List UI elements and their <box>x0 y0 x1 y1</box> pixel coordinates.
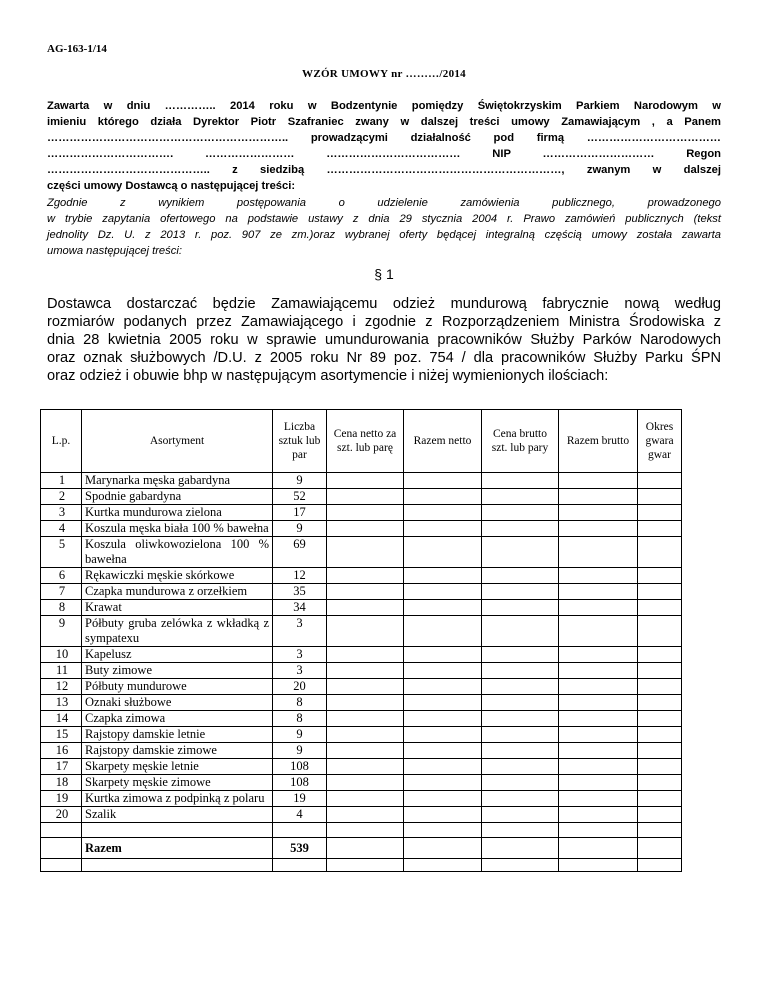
row-quantity: 52 <box>273 489 327 505</box>
table-row <box>41 647 682 663</box>
row-quantity: 12 <box>273 568 327 584</box>
intro-line: ……………………………. …………………… ……………………………… NIP ………………………… Regon <box>47 148 721 160</box>
row-lp: 16 <box>41 743 82 759</box>
row-warranty <box>638 521 682 537</box>
header-unit-gross-price: Cena brutto szt. lub pary <box>482 410 559 473</box>
contract-parties-paragraph <box>47 98 721 194</box>
row-unit-net-price <box>327 727 404 743</box>
header-total-net: Razem netto <box>404 410 482 473</box>
row-unit-gross-price <box>482 791 559 807</box>
row-total-net <box>404 568 482 584</box>
row-lp: 12 <box>41 679 82 695</box>
table-row <box>41 759 682 775</box>
total-unit-net-cell <box>327 838 404 859</box>
table-row <box>41 791 682 807</box>
table-row <box>41 807 682 823</box>
table-row <box>41 695 682 711</box>
row-total-gross <box>559 743 638 759</box>
table-row <box>41 600 682 616</box>
intro-line: …………………………………….. z siedzibą ………………………………………………………, zwanym w dalszej <box>47 164 721 176</box>
paragraph-line: Dostawca dostarczać będzie Zamawiającemu odzież mundurową fabrycznie nową według <box>47 296 721 312</box>
row-warranty <box>638 711 682 727</box>
table-row <box>41 679 682 695</box>
table-row <box>41 489 682 505</box>
row-lp: 18 <box>41 775 82 791</box>
row-lp: 14 <box>41 711 82 727</box>
row-unit-net-price <box>327 679 404 695</box>
row-assortment: Kurtka zimowa z podpinką z polaru <box>82 791 273 807</box>
legal-basis-line: Zgodnie z wynikiem postępowania o udzielenie zamówienia publicznego, prowadzonego <box>47 197 721 209</box>
row-quantity: 34 <box>273 600 327 616</box>
row-assortment: Spodnie gabardyna <box>82 489 273 505</box>
section-heading: § 1 <box>374 266 394 282</box>
row-assortment: Skarpety męskie zimowe <box>82 775 273 791</box>
row-unit-net-price <box>327 807 404 823</box>
row-total-gross <box>559 807 638 823</box>
row-total-net <box>404 537 482 568</box>
table-row <box>41 616 682 647</box>
row-lp: 9 <box>41 616 82 647</box>
row-total-net <box>404 711 482 727</box>
row-quantity: 35 <box>273 584 327 600</box>
row-assortment: Koszula oliwkowozielona 100 % bawełna <box>82 537 273 568</box>
row-total-net <box>404 663 482 679</box>
table-total-row <box>41 838 682 859</box>
row-unit-gross-price <box>482 807 559 823</box>
row-unit-net-price <box>327 647 404 663</box>
header-lp: L.p. <box>41 410 82 473</box>
row-unit-gross-price <box>482 505 559 521</box>
paragraph-line: oraz oznak służbowych /D.U. z 2005 roku Nr 89 poz. 754 / dla pracowników Służby Parku ŚPN <box>47 350 721 366</box>
row-unit-net-price <box>327 505 404 521</box>
table-row <box>41 663 682 679</box>
table-row <box>41 584 682 600</box>
paragraph-line: rozmiarów podanych przez Zamawiającego i zgodnie z Rozporządzeniem Ministra Środowiska z <box>47 314 721 330</box>
row-assortment: Buty zimowe <box>82 663 273 679</box>
row-quantity: 3 <box>273 663 327 679</box>
row-unit-gross-price <box>482 663 559 679</box>
row-unit-net-price <box>327 759 404 775</box>
legal-basis-line: umowa następującej treści: <box>47 245 182 257</box>
row-lp: 5 <box>41 537 82 568</box>
row-total-gross <box>559 727 638 743</box>
row-lp: 2 <box>41 489 82 505</box>
row-warranty <box>638 647 682 663</box>
intro-line: ……………………………………………………….. prowadzącymi działalność pod firmą ……………………………… <box>47 132 721 144</box>
row-unit-gross-price <box>482 695 559 711</box>
row-warranty <box>638 727 682 743</box>
row-warranty <box>638 600 682 616</box>
row-quantity: 3 <box>273 616 327 647</box>
row-unit-gross-price <box>482 743 559 759</box>
table-row <box>41 743 682 759</box>
row-warranty <box>638 759 682 775</box>
row-total-gross <box>559 695 638 711</box>
row-unit-gross-price <box>482 679 559 695</box>
row-total-gross <box>559 711 638 727</box>
row-unit-gross-price <box>482 711 559 727</box>
intro-line: Zawarta w dniu ………….. 2014 roku w Bodzentynie pomiędzy Świętokrzyskim Parkiem Narodowym w <box>47 100 721 112</box>
total-warranty-cell <box>638 838 682 859</box>
row-quantity: 9 <box>273 473 327 489</box>
table-row <box>41 568 682 584</box>
row-quantity: 4 <box>273 807 327 823</box>
row-unit-net-price <box>327 489 404 505</box>
row-assortment: Marynarka męska gabardyna <box>82 473 273 489</box>
row-lp: 8 <box>41 600 82 616</box>
row-assortment: Rajstopy damskie letnie <box>82 727 273 743</box>
row-total-gross <box>559 600 638 616</box>
row-total-net <box>404 759 482 775</box>
row-total-gross <box>559 616 638 647</box>
row-assortment: Półbuty mundurowe <box>82 679 273 695</box>
row-total-net <box>404 521 482 537</box>
header-warranty: Okres gwara gwar <box>638 410 682 473</box>
row-unit-gross-price <box>482 616 559 647</box>
table-blank-row <box>41 859 682 872</box>
row-unit-gross-price <box>482 775 559 791</box>
row-total-gross <box>559 647 638 663</box>
row-total-gross <box>559 791 638 807</box>
table-row <box>41 521 682 537</box>
header-total-gross: Razem brutto <box>559 410 638 473</box>
row-unit-gross-price <box>482 473 559 489</box>
row-lp: 17 <box>41 759 82 775</box>
header-assortment: Asortyment <box>82 410 273 473</box>
row-total-gross <box>559 663 638 679</box>
legal-basis-line: w trybie zapytania ofertowego na podstawie ustawy z dnia 29 stycznia 2004 r. Prawo zamówień publicznych (tekst <box>47 213 721 225</box>
row-lp: 15 <box>41 727 82 743</box>
row-total-net <box>404 647 482 663</box>
row-assortment: Półbuty gruba zelówka z wkładką z sympatexu <box>82 616 273 647</box>
row-unit-net-price <box>327 521 404 537</box>
row-assortment: Czapka mundurowa z orzełkiem <box>82 584 273 600</box>
table-row <box>41 775 682 791</box>
row-warranty <box>638 505 682 521</box>
row-total-net <box>404 505 482 521</box>
total-gross-cell <box>559 838 638 859</box>
row-quantity: 8 <box>273 695 327 711</box>
document-title: WZÓR UMOWY nr ………/2014 <box>302 68 466 80</box>
row-total-net <box>404 775 482 791</box>
row-quantity: 108 <box>273 759 327 775</box>
row-lp: 19 <box>41 791 82 807</box>
paragraph-line: dnia 28 kwietnia 2005 roku w sprawie umundurowania pracowników Służby Parków Narodowych <box>47 332 721 348</box>
row-assortment: Skarpety męskie letnie <box>82 759 273 775</box>
row-warranty <box>638 489 682 505</box>
row-total-gross <box>559 584 638 600</box>
paragraph-line: oraz odzież i obuwie bhp w następującym asortymencie i niżej wymienionych ilościach: <box>47 368 609 384</box>
table-row <box>41 473 682 489</box>
row-total-gross <box>559 473 638 489</box>
total-unit-gross-cell <box>482 838 559 859</box>
row-total-gross <box>559 679 638 695</box>
row-unit-net-price <box>327 775 404 791</box>
row-total-net <box>404 616 482 647</box>
row-warranty <box>638 775 682 791</box>
row-lp: 10 <box>41 647 82 663</box>
row-total-net <box>404 584 482 600</box>
row-total-gross <box>559 759 638 775</box>
section-1-paragraph <box>47 295 721 385</box>
row-warranty <box>638 679 682 695</box>
table-row <box>41 727 682 743</box>
row-assortment: Czapka zimowa <box>82 711 273 727</box>
row-lp: 3 <box>41 505 82 521</box>
row-assortment: Kurtka mundurowa zielona <box>82 505 273 521</box>
row-total-net <box>404 679 482 695</box>
row-total-net <box>404 743 482 759</box>
row-unit-net-price <box>327 473 404 489</box>
table-row <box>41 711 682 727</box>
row-warranty <box>638 663 682 679</box>
table-body <box>41 473 682 823</box>
row-total-net <box>404 791 482 807</box>
assortment-table <box>40 409 682 872</box>
table-header-row <box>41 410 682 473</box>
total-net-cell <box>404 838 482 859</box>
row-quantity: 19 <box>273 791 327 807</box>
row-assortment: Rajstopy damskie zimowe <box>82 743 273 759</box>
row-unit-gross-price <box>482 489 559 505</box>
row-lp: 7 <box>41 584 82 600</box>
intro-line: części umowy Dostawcą o następującej treści: <box>47 180 296 192</box>
row-warranty <box>638 616 682 647</box>
row-total-net <box>404 727 482 743</box>
row-total-gross <box>559 568 638 584</box>
row-unit-net-price <box>327 663 404 679</box>
row-total-net <box>404 473 482 489</box>
row-unit-gross-price <box>482 537 559 568</box>
row-unit-net-price <box>327 600 404 616</box>
row-warranty <box>638 695 682 711</box>
row-lp: 20 <box>41 807 82 823</box>
row-unit-gross-price <box>482 584 559 600</box>
row-unit-gross-price <box>482 727 559 743</box>
row-quantity: 9 <box>273 743 327 759</box>
row-unit-gross-price <box>482 647 559 663</box>
row-warranty <box>638 568 682 584</box>
row-quantity: 8 <box>273 711 327 727</box>
row-unit-gross-price <box>482 600 559 616</box>
row-warranty <box>638 473 682 489</box>
row-unit-gross-price <box>482 521 559 537</box>
row-quantity: 9 <box>273 521 327 537</box>
row-unit-net-price <box>327 743 404 759</box>
row-unit-net-price <box>327 791 404 807</box>
row-unit-net-price <box>327 568 404 584</box>
row-warranty <box>638 791 682 807</box>
row-total-gross <box>559 775 638 791</box>
total-quantity: 539 <box>273 838 327 859</box>
row-unit-net-price <box>327 537 404 568</box>
row-total-gross <box>559 537 638 568</box>
row-assortment: Koszula męska biała 100 % bawełna <box>82 521 273 537</box>
row-unit-net-price <box>327 616 404 647</box>
row-warranty <box>638 537 682 568</box>
header-quantity: Liczba sztuk lub par <box>273 410 327 473</box>
legal-basis-line: jednolity Dz. U. z 2013 r. poz. 907 ze zm.)oraz wybranej oferty będącej integralną częścią umowy została zawarta <box>47 229 721 241</box>
reference-number: AG-163-1/14 <box>47 43 107 55</box>
row-assortment: Szalik <box>82 807 273 823</box>
row-total-gross <box>559 489 638 505</box>
row-total-net <box>404 489 482 505</box>
row-lp: 4 <box>41 521 82 537</box>
table-row <box>41 537 682 568</box>
row-unit-net-price <box>327 695 404 711</box>
row-lp: 6 <box>41 568 82 584</box>
row-unit-net-price <box>327 711 404 727</box>
row-warranty <box>638 743 682 759</box>
row-total-net <box>404 600 482 616</box>
row-assortment: Rękawiczki męskie skórkowe <box>82 568 273 584</box>
table-row <box>41 505 682 521</box>
row-quantity: 9 <box>273 727 327 743</box>
row-lp: 1 <box>41 473 82 489</box>
row-assortment: Krawat <box>82 600 273 616</box>
row-warranty <box>638 584 682 600</box>
row-quantity: 69 <box>273 537 327 568</box>
row-quantity: 17 <box>273 505 327 521</box>
row-quantity: 108 <box>273 775 327 791</box>
row-unit-gross-price <box>482 568 559 584</box>
header-unit-net-price: Cena netto za szt. lub parę <box>327 410 404 473</box>
row-total-net <box>404 695 482 711</box>
row-unit-gross-price <box>482 759 559 775</box>
row-total-gross <box>559 505 638 521</box>
row-lp: 11 <box>41 663 82 679</box>
row-assortment: Oznaki służbowe <box>82 695 273 711</box>
row-total-net <box>404 807 482 823</box>
row-quantity: 3 <box>273 647 327 663</box>
table-blank-row <box>41 823 682 838</box>
legal-basis-paragraph <box>47 195 721 259</box>
row-quantity: 20 <box>273 679 327 695</box>
row-total-gross <box>559 521 638 537</box>
row-unit-net-price <box>327 584 404 600</box>
total-label: Razem <box>82 838 273 859</box>
row-lp: 13 <box>41 695 82 711</box>
row-assortment: Kapelusz <box>82 647 273 663</box>
intro-line: imieniu którego działa Dyrektor Piotr Szafraniec zwany w dalszej treści umowy Zamawiającym , a Panem <box>47 116 721 128</box>
row-warranty <box>638 807 682 823</box>
